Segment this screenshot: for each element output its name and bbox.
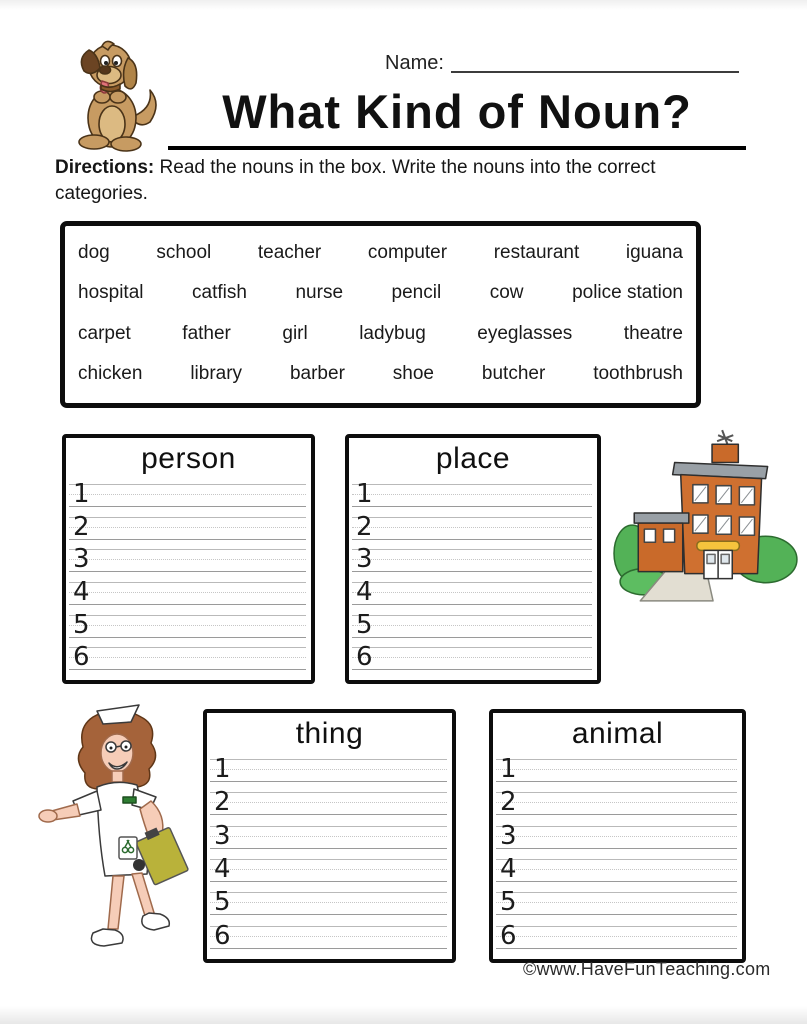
guide-line-middle [496,802,737,803]
guide-line-middle [210,836,447,837]
nurse-icon [33,696,201,951]
noun-word: father [182,322,231,344]
guide-line-middle [69,625,306,626]
guide-line-middle [210,936,447,937]
guide-line-middle [210,769,447,770]
noun-word: teacher [257,242,322,264]
noun-word: carpet [78,322,131,344]
guide-line-top [496,759,737,760]
write-line-person-6[interactable] [66,643,311,676]
guide-line-top [210,859,447,860]
line-number: 5 [73,609,90,640]
guide-line-bottom [69,669,306,670]
guide-line-top [69,615,306,616]
school-building-image [612,428,804,607]
guide-line-bottom [69,571,306,572]
guide-line-bottom [496,914,737,915]
guide-line-top [496,826,737,827]
write-line-place-2[interactable] [349,513,597,546]
noun-word-bank [60,221,701,408]
line-number: 3 [500,820,517,851]
line-number: 4 [73,577,90,608]
guide-line-middle [496,836,737,837]
guide-line-middle [352,559,592,560]
line-number: 4 [356,577,373,608]
write-line-place-4[interactable] [349,578,597,611]
line-number: 3 [73,544,90,575]
guide-line-bottom [210,848,447,849]
guide-line-middle [352,494,592,495]
noun-word: girl [282,322,308,344]
line-number: 1 [500,754,517,784]
directions-label: Directions: [55,157,155,178]
guide-line-top [352,517,592,518]
guide-line-top [210,759,447,760]
guide-line-middle [496,902,737,903]
noun-word: nurse [295,282,344,304]
noun-word: theatre [623,322,683,344]
category-box-person [62,434,315,684]
guide-line-middle [352,625,592,626]
guide-line-bottom [496,781,737,782]
guide-line-top [496,892,737,893]
line-number: 6 [73,642,90,673]
guide-line-bottom [210,914,447,915]
guide-line-middle [69,494,306,495]
guide-line-top [69,484,306,485]
guide-line-bottom [352,604,592,605]
guide-line-bottom [352,637,592,638]
write-line-thing-2[interactable] [207,788,452,821]
category-label: animal [571,717,664,750]
noun-word: catfish [192,282,247,304]
write-line-place-5[interactable] [349,611,597,644]
category-label: person [141,442,236,475]
guide-line-bottom [210,781,447,782]
noun-word: dog [78,242,110,264]
write-line-thing-4[interactable] [207,855,452,888]
guide-line-top [352,582,592,583]
line-number: 4 [214,853,231,884]
noun-word: chicken [78,362,143,384]
guide-line-middle [352,657,592,658]
guide-line-top [69,549,306,550]
noun-row [65,314,696,354]
noun-word: school [156,242,212,264]
line-number: 1 [73,479,90,509]
guide-line-top [352,615,592,616]
line-number: 3 [214,820,231,851]
dog-cartoon-image [57,36,169,159]
guide-line-bottom [69,604,306,605]
guide-line-top [352,549,592,550]
line-number: 3 [356,544,373,575]
line-number: 5 [214,887,231,918]
guide-line-bottom [496,848,737,849]
guide-line-bottom [69,506,306,507]
guide-line-middle [210,802,447,803]
line-number: 2 [356,511,373,542]
guide-line-middle [496,769,737,770]
guide-line-middle [69,592,306,593]
line-number: 5 [500,887,517,918]
guide-line-middle [352,527,592,528]
school-building-icon [612,428,804,602]
guide-line-bottom [496,948,737,949]
noun-word: pencil [391,282,442,304]
noun-word: ladybug [359,322,426,344]
guide-line-middle [69,657,306,658]
line-number: 1 [356,479,373,509]
write-line-thing-1[interactable] [207,755,452,788]
name-label: Name: [385,52,444,74]
nurse-cartoon-image [33,696,201,956]
noun-row [65,273,696,313]
guide-line-bottom [69,637,306,638]
noun-word: police station [572,282,683,304]
guide-line-middle [496,936,737,937]
guide-line-top [69,582,306,583]
noun-word: hospital [78,282,144,304]
write-line-animal-6[interactable] [493,922,742,955]
noun-word: shoe [392,362,434,384]
line-number: 1 [214,754,231,784]
guide-line-bottom [352,571,592,572]
noun-word: iguana [625,242,683,264]
guide-line-middle [69,527,306,528]
guide-line-bottom [496,814,737,815]
write-line-person-2[interactable] [66,513,311,546]
guide-line-bottom [210,881,447,882]
write-line-person-3[interactable] [66,545,311,578]
page-title: What Kind of Noun? [168,84,746,150]
noun-word: restaurant [493,242,580,264]
write-line-place-3[interactable] [349,545,597,578]
guide-line-bottom [352,539,592,540]
line-number: 6 [214,920,231,951]
credit-text: ©www.HaveFunTeaching.com [523,959,771,979]
write-line-place-1[interactable] [349,480,597,513]
write-line-animal-3[interactable] [493,822,742,855]
write-line-thing-3[interactable] [207,822,452,855]
guide-line-top [69,517,306,518]
guide-line-top [496,926,737,927]
line-number: 6 [356,642,373,673]
guide-line-bottom [352,669,592,670]
guide-line-middle [210,869,447,870]
guide-line-top [69,647,306,648]
guide-line-bottom [496,881,737,882]
category-label: place [435,442,511,475]
category-box-animal [489,709,746,963]
write-line-person-5[interactable] [66,611,311,644]
noun-word: toothbrush [593,362,683,384]
noun-word: barber [289,362,345,384]
guide-line-top [352,647,592,648]
write-line-animal-5[interactable] [493,888,742,921]
noun-word: butcher [481,362,546,384]
name-blank-line[interactable] [451,55,739,73]
category-box-place [345,434,601,684]
write-line-animal-1[interactable] [493,755,742,788]
guide-line-top [210,826,447,827]
guide-line-bottom [69,539,306,540]
write-line-thing-6[interactable] [207,922,452,955]
guide-line-top [496,792,737,793]
line-number: 4 [500,853,517,884]
noun-row [65,354,696,394]
category-label: thing [295,717,364,750]
guide-line-top [352,484,592,485]
noun-row [65,233,696,273]
write-line-person-4[interactable] [66,578,311,611]
directions-text: Directions: Read the nouns in the box. Write the nouns into the correct categories. [55,157,656,204]
write-line-thing-5[interactable] [207,888,452,921]
guide-line-middle [496,869,737,870]
category-box-thing [203,709,456,963]
guide-line-top [210,926,447,927]
guide-line-bottom [352,506,592,507]
line-number: 2 [500,787,517,818]
write-line-animal-4[interactable] [493,855,742,888]
guide-line-top [496,859,737,860]
noun-word: cow [489,282,524,304]
line-number: 5 [356,609,373,640]
write-line-animal-2[interactable] [493,788,742,821]
guide-line-top [210,892,447,893]
noun-word: computer [367,242,448,264]
guide-line-top [210,792,447,793]
guide-line-bottom [210,814,447,815]
guide-line-middle [69,559,306,560]
guide-line-bottom [210,948,447,949]
guide-line-middle [352,592,592,593]
dog-icon [57,36,169,154]
write-line-person-1[interactable] [66,480,311,513]
guide-line-middle [210,902,447,903]
write-line-place-6[interactable] [349,643,597,676]
line-number: 6 [500,920,517,951]
line-number: 2 [214,787,231,818]
noun-word: eyeglasses [477,322,573,344]
noun-word: library [190,362,243,384]
line-number: 2 [73,511,90,542]
